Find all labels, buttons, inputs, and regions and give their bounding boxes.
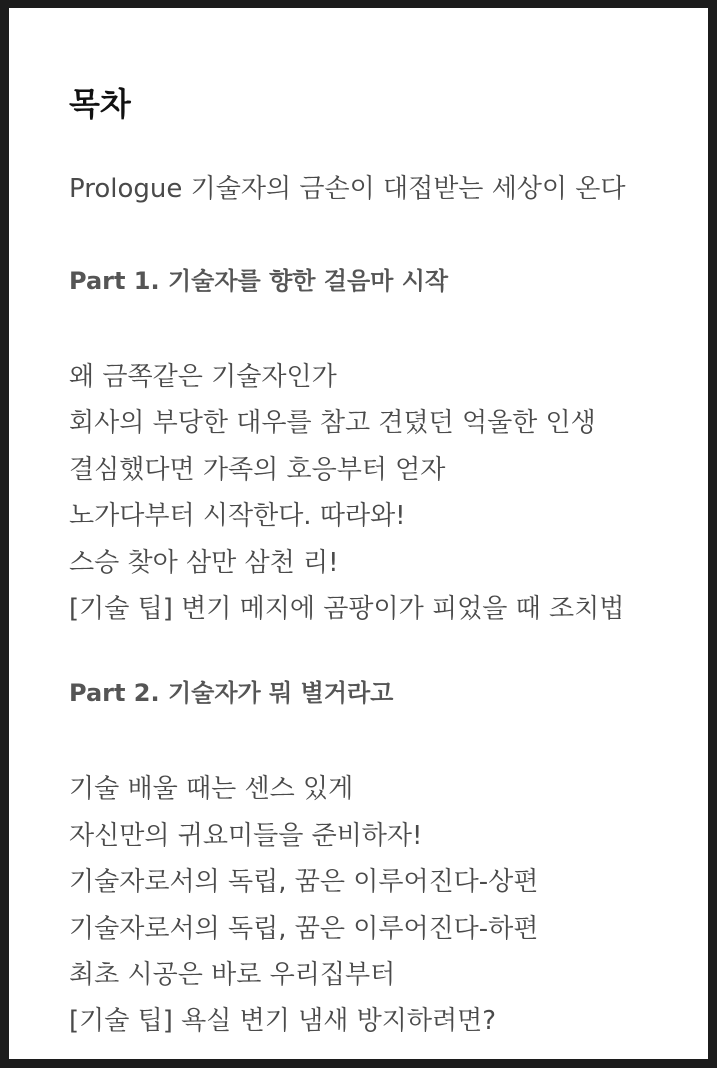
chapter-item: 기술자로서의 독립, 꿈은 이루어진다-상편 <box>69 867 539 898</box>
part-1-section <box>69 264 708 632</box>
chapter-item: 최초 시공은 바로 우리집부터 <box>69 960 396 991</box>
chapter-item: [기술 팁] 욕실 변기 냄새 방지하려면? <box>69 1006 497 1037</box>
prologue-entry: Prologue 기술자의 금손이 대접받는 세상이 온다 <box>69 174 626 204</box>
chapter-item: 자신만의 귀요미들을 준비하자! <box>69 820 423 851</box>
part-1-heading: Part 1. 기술자를 향한 걸음마 시작 <box>69 267 449 295</box>
chapter-item: [기술 팁] 변기 메지에 곰팡이가 피었을 때 조치법 <box>69 594 625 625</box>
part-2-chapter-list <box>69 766 708 1044</box>
chapter-item: 스승 찾아 삼만 삼천 리! <box>69 547 339 578</box>
chapter-item: 결심했다면 가족의 호응부터 얻자 <box>69 454 446 485</box>
chapter-item: 회사의 부당한 대우를 참고 견뎠던 억울한 인생 <box>69 408 596 439</box>
toc-title: 목차 <box>69 85 131 123</box>
part-2-heading: Part 2. 기술자가 뭐 별거라고 <box>69 679 394 708</box>
part-2-section <box>69 676 708 1044</box>
chapter-item: 기술자로서의 독립, 꿈은 이루어진다-하편 <box>69 913 539 944</box>
document-page <box>9 8 708 1059</box>
chapter-item: 왜 금쪽같은 기술자인가 <box>69 362 337 392</box>
chapter-item: 노가다부터 시작한다. 따라와! <box>69 501 406 532</box>
chapter-item: 기술 배울 때는 센스 있게 <box>69 774 354 805</box>
part-1-chapter-list <box>69 354 708 632</box>
